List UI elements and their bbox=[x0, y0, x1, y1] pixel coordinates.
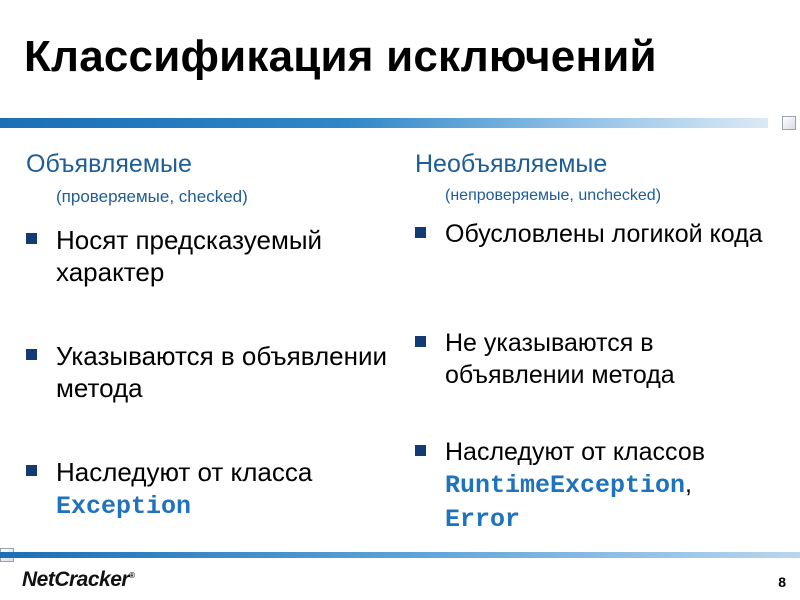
page-number: 8 bbox=[778, 574, 786, 590]
square-bullet-icon bbox=[26, 349, 37, 360]
header-divider-bar bbox=[0, 118, 768, 128]
unchecked-heading: Необъявляемые bbox=[415, 150, 608, 178]
bullet-text: Указываются в объявлении метода bbox=[56, 341, 388, 403]
square-bullet-icon bbox=[415, 336, 426, 347]
checked-heading: Объявляемые bbox=[26, 150, 192, 178]
square-marker-icon bbox=[782, 116, 796, 130]
checked-column bbox=[26, 150, 388, 521]
square-bullet-icon bbox=[26, 465, 37, 476]
bullet-text: Наследуют от классов bbox=[445, 438, 706, 466]
code-error: Error bbox=[445, 505, 521, 534]
logo-text: NetCracker bbox=[22, 568, 130, 591]
unchecked-column bbox=[415, 150, 775, 534]
netcracker-logo bbox=[22, 568, 134, 592]
footer-divider-bar bbox=[0, 552, 800, 558]
code-separator: , bbox=[685, 470, 692, 498]
bullet-text: Обусловлены логикой кода bbox=[445, 220, 763, 248]
bullet-text: Наследуют от класса bbox=[56, 457, 313, 487]
square-bullet-icon bbox=[415, 227, 426, 238]
logo-mark: ® bbox=[129, 571, 135, 580]
square-bullet-icon bbox=[26, 233, 37, 244]
code-runtime-exception: RuntimeException bbox=[445, 471, 686, 500]
slide-title: Классификация исключений bbox=[24, 32, 657, 81]
code-exception: Exception bbox=[56, 492, 192, 521]
checked-subheading: (проверяемые, checked) bbox=[56, 187, 248, 206]
square-bullet-icon bbox=[415, 445, 426, 456]
bullet-text: Не указываются в объявлении метода bbox=[445, 329, 675, 389]
unchecked-subheading: (непроверяемые, unchecked) bbox=[445, 187, 662, 204]
bullet-text: Носят предсказуемый характер bbox=[56, 225, 323, 287]
